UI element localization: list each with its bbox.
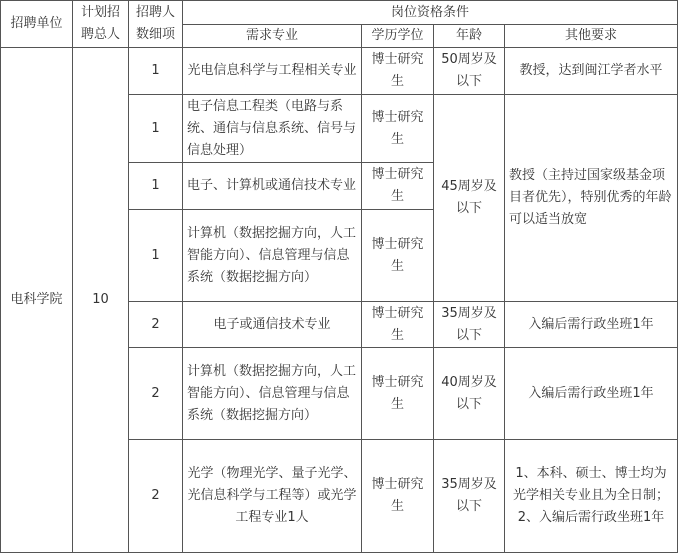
row-age-merged: 45周岁及以下 <box>434 95 505 302</box>
header-conditions: 岗位资格条件 <box>183 1 678 25</box>
row-degree: 博士研究生 <box>362 440 434 553</box>
header-age: 年龄 <box>434 25 505 48</box>
row-other: 教授，达到闽江学者水平 <box>505 48 678 95</box>
row-degree: 博士研究生 <box>362 163 434 210</box>
row-count: 1 <box>129 163 183 210</box>
row-count: 2 <box>129 440 183 553</box>
row-age: 50周岁及以下 <box>434 48 505 95</box>
row-degree: 博士研究生 <box>362 48 434 95</box>
row-major: 光电信息科学与工程相关专业 <box>183 48 362 95</box>
row-age: 35周岁及以下 <box>434 302 505 348</box>
row-major: 电子、计算机或通信技术专业 <box>183 163 362 210</box>
unit-name: 电科学院 <box>1 48 73 553</box>
row-degree: 博士研究生 <box>362 210 434 302</box>
row-count: 1 <box>129 95 183 163</box>
row-degree: 博士研究生 <box>362 302 434 348</box>
row-degree: 博士研究生 <box>362 95 434 163</box>
row-major: 光学（物理光学、量子光学、光信息科学与工程等）或光学工程专业1人 <box>183 440 362 553</box>
header-degree: 学历学位 <box>362 25 434 48</box>
row-count: 2 <box>129 348 183 440</box>
row-other-line: 2、入编后需行政坐班1年 <box>517 510 665 525</box>
row-age: 35周岁及以下 <box>434 440 505 553</box>
row-other: 入编后需行政坐班1年 <box>505 302 678 348</box>
row-major: 计算机（数据挖掘方向，人工智能方向）、信息管理与信息系统（数据挖掘方向） <box>183 348 362 440</box>
total-count: 10 <box>73 48 129 553</box>
row-major: 电子信息工程类（电路与系统、通信与信息系统、信号与信息处理） <box>183 95 362 163</box>
row-count: 2 <box>129 302 183 348</box>
row-other: 入编后需行政坐班1年 <box>505 348 678 440</box>
row-major: 电子或通信技术专业 <box>183 302 362 348</box>
header-total: 计划招聘总人 <box>73 1 129 48</box>
row-count: 1 <box>129 48 183 95</box>
header-major: 需求专业 <box>183 25 362 48</box>
header-detail: 招聘人数细项 <box>129 1 183 48</box>
row-other <box>505 440 678 553</box>
header-other: 其他要求 <box>505 25 678 48</box>
row-count: 1 <box>129 210 183 302</box>
row-other-merged: 教授（主持过国家级基金项目者优先），特别优秀的年龄可以适当放宽 <box>505 95 678 302</box>
row-other-line: 1、本科、硕士、博士均为光学相关专业且为全日制； <box>513 466 670 503</box>
row-age: 40周岁及以下 <box>434 348 505 440</box>
row-major: 计算机（数据挖掘方向，人工智能方向）、信息管理与信息系统（数据挖掘方向） <box>183 210 362 302</box>
row-degree: 博士研究生 <box>362 348 434 440</box>
header-unit: 招聘单位 <box>1 1 73 48</box>
